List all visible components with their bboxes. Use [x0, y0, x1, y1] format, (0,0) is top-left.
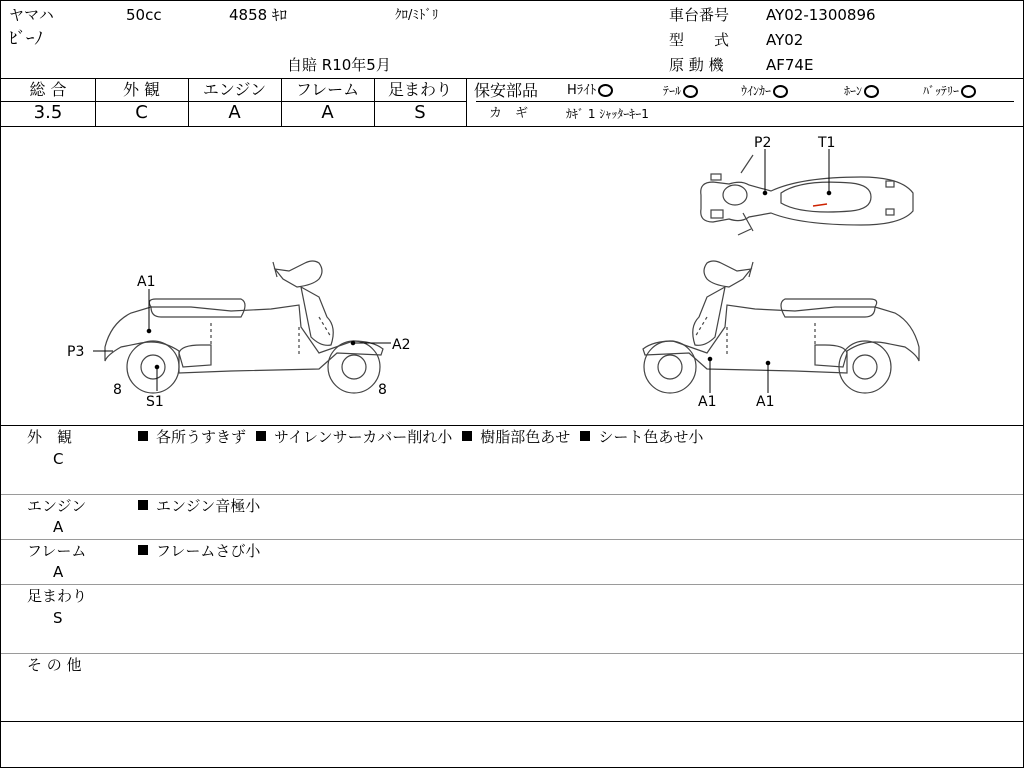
- label-s1: S1: [146, 394, 164, 410]
- safety-item-battery: ﾊﾞｯﾃﾘｰ: [923, 85, 976, 98]
- remark-label-exterior: 外 観: [27, 428, 73, 446]
- divider: [1, 721, 1023, 722]
- damage-mark: [813, 204, 827, 206]
- grade-value-total: 3.5: [33, 102, 63, 123]
- label-p2: P2: [754, 135, 772, 151]
- remark-items-frame: フレームさび小: [138, 544, 270, 559]
- remark-label-frame: フレーム: [27, 542, 87, 560]
- label-a1-right-a: A1: [698, 394, 717, 410]
- grade-label-engine: エンジン: [202, 80, 267, 99]
- remark-label-engine: エンジン: [27, 497, 87, 515]
- bullet-icon: [462, 431, 472, 441]
- key-label: カ ギ: [489, 106, 529, 121]
- mileage: 4858 ｷﾛ: [229, 6, 287, 24]
- frame-no: AY02-1300896: [766, 6, 876, 24]
- remark-grade-engine: A: [53, 518, 64, 536]
- ok-mark-icon: [773, 85, 788, 98]
- safety-title: 保安部品: [474, 81, 539, 100]
- bullet-icon: [138, 500, 148, 510]
- engine-label: 原 動 機: [669, 56, 724, 74]
- grade-value-engine: A: [228, 102, 241, 123]
- safety-item-winker: ｳｲﾝｶｰ: [741, 85, 788, 98]
- safety-item-headlight: Hﾗｲﾄ: [567, 84, 613, 97]
- type-label: 型 式: [669, 31, 730, 49]
- remark-label-other: そ の 他: [27, 656, 82, 674]
- type-value: AY02: [766, 31, 804, 49]
- divider: [1, 425, 1023, 426]
- ok-mark-icon: [961, 85, 976, 98]
- remark-items-exterior: 各所うすきず サイレンサーカバー削れ小 樹脂部色あせ シート色あせ小: [138, 430, 713, 445]
- divider: [1, 653, 1023, 654]
- remark-items-engine: エンジン音極小: [138, 499, 270, 514]
- safety-item-horn: ﾎｰﾝ: [844, 85, 879, 98]
- engine-value: AF74E: [766, 56, 814, 74]
- divider: [476, 101, 1014, 102]
- scooter-diagram: [1, 127, 1023, 425]
- label-8-rear: 8: [378, 382, 387, 398]
- maker: ヤマハ: [9, 6, 54, 24]
- divider: [1, 494, 1023, 495]
- remark-label-suspension: 足まわり: [27, 587, 88, 605]
- remark-grade-suspension: S: [53, 609, 63, 627]
- color: ｸﾛ/ﾐﾄﾞﾘ: [395, 8, 439, 23]
- bullet-icon: [256, 431, 266, 441]
- label-8-front: 8: [113, 382, 122, 398]
- displacement: 50cc: [126, 6, 162, 24]
- model-name: ﾋﾞｰﾉ: [9, 29, 43, 49]
- grade-label-exterior: 外 観: [122, 80, 161, 99]
- label-a2: A2: [392, 337, 411, 353]
- grade-label-total: 総 合: [29, 80, 67, 99]
- divider: [1, 584, 1023, 585]
- frame-no-label: 車台番号: [669, 6, 730, 24]
- grade-value-exterior: C: [135, 102, 148, 123]
- insurance: 自賠 R10年5月: [287, 56, 391, 74]
- grade-label-frame: フレーム: [295, 80, 360, 99]
- bullet-icon: [580, 431, 590, 441]
- key-value: ｶｷﾞ 1 ｼｬｯﾀｰｷｰ1: [566, 107, 649, 121]
- grade-label-suspension: 足まわり: [387, 80, 452, 99]
- label-a1-right-b: A1: [756, 394, 775, 410]
- label-t1: T1: [818, 135, 836, 151]
- divider: [1, 78, 1023, 79]
- safety-item-tail: ﾃｰﾙ: [663, 85, 698, 98]
- grade-value-suspension: S: [414, 102, 426, 123]
- remark-grade-frame: A: [53, 563, 64, 581]
- remark-grade-exterior: C: [53, 450, 64, 468]
- ok-mark-icon: [598, 84, 613, 97]
- label-p3: P3: [67, 344, 85, 360]
- divider: [466, 78, 467, 126]
- scooter-right-view: [643, 261, 919, 393]
- bullet-icon: [138, 545, 148, 555]
- ok-mark-icon: [683, 85, 698, 98]
- bullet-icon: [138, 431, 148, 441]
- grade-value-frame: A: [321, 102, 334, 123]
- label-a1: A1: [137, 274, 156, 290]
- scooter-top-view: [701, 155, 913, 235]
- ok-mark-icon: [864, 85, 879, 98]
- divider: [1, 539, 1023, 540]
